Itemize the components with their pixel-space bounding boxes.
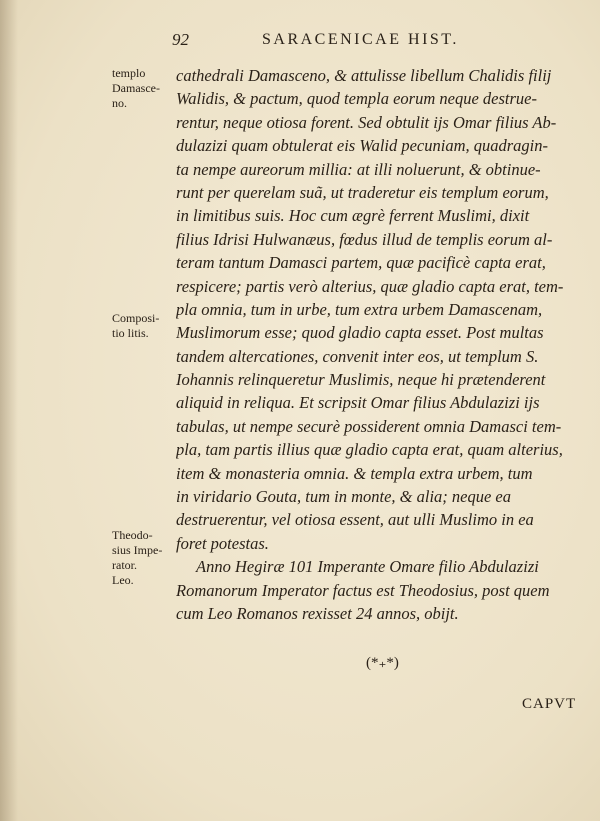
text-line: aliquid in reliqua. Et scripsit Omar filius Abdulazizi ijs	[176, 393, 540, 413]
text-line: destruerentur, vel otiosa essent, aut ulli Muslimo in ea	[176, 510, 534, 530]
text-line: dulazizi quam obtulerat eis Walid pecuniam, quadragin-	[176, 136, 549, 156]
text-line: ta nempe aureorum millia: at illi noluerunt, & obtinue-	[176, 159, 541, 179]
gutter-shadow	[0, 0, 18, 821]
margin-note-compositio	[112, 311, 174, 341]
text-line: runt per querelam suã, ut traderetur eis templum eorum,	[176, 182, 549, 202]
text-line: foret potestas.	[176, 533, 269, 553]
margin-note-line: tio litis.	[112, 326, 149, 340]
text-line: cum Leo Romanos rexisset 24 annos, obijt.	[176, 603, 459, 623]
text-line: pla, tam partis illius quæ gladio capta erat, quam alterius,	[176, 440, 563, 460]
body-text	[176, 64, 596, 625]
text-line: Walidis, & pactum, quod templa eorum neque destrue-	[176, 89, 537, 109]
margin-note-line: no.	[112, 96, 127, 110]
text-line: respicere; partis verò alterius, quæ gladio capta erat, tem-	[176, 276, 564, 296]
catchword: CAPVT	[522, 696, 577, 712]
text-line: Iohannis relinqueretur Muslimis, neque hi prætenderent	[176, 370, 546, 390]
text-line: Romanorum Imperator factus est Theodosius, post quem	[176, 580, 550, 600]
text-line: Muslimorum esse; quod gladio capta esset. Post multas	[176, 323, 544, 343]
margin-note-line: Composi-	[112, 311, 160, 325]
margin-note-theodosius	[112, 528, 174, 588]
text-line: teram tantum Damasci partem, quæ pacificè capta erat,	[176, 253, 546, 273]
text-line: pla omnia, tum in urbe, tum extra urbem Damascenam,	[176, 299, 543, 319]
text-line: in viridario Gouta, tum in monte, & alia; neque ea	[176, 487, 512, 507]
text-line: in limitibus suis. Hoc cum ægrè ferrent Muslimi, dixit	[176, 206, 530, 226]
page-number: 92	[172, 30, 189, 49]
margin-note-line: Leo.	[112, 573, 134, 587]
text-line: cathedrali Damasceno, & attulisse libellum Chalidis filij	[176, 66, 552, 85]
signature-mark: (*₊*)	[366, 655, 399, 671]
text-line: item & monasteria omnia. & templa extra urbem, tum	[176, 463, 533, 483]
margin-note-line: Theodo-	[112, 528, 153, 542]
text-line: tabulas, ut nempe securè possiderent omnia Damasci tem-	[176, 416, 562, 436]
running-title: SARACENICAE HIST.	[262, 31, 459, 48]
margin-note-line: templo	[112, 66, 146, 80]
margin-note-line: Damasce-	[112, 81, 160, 95]
text-line: tandem altercationes, convenit inter eos, ut templum S.	[176, 346, 539, 366]
margin-note-templo	[112, 66, 174, 111]
margin-note-line: rator.	[112, 558, 137, 572]
text-line: Anno Hegiræ 101 Imperante Omare filio Abdulazizi	[196, 557, 539, 577]
text-line: filius Idrisi Hulwanæus, fœdus illud de templis eorum al-	[176, 229, 553, 249]
margin-note-line: sius Impe-	[112, 543, 163, 557]
text-line: rentur, neque otiosa forent. Sed obtulit ijs Omar filius Ab-	[176, 112, 557, 132]
